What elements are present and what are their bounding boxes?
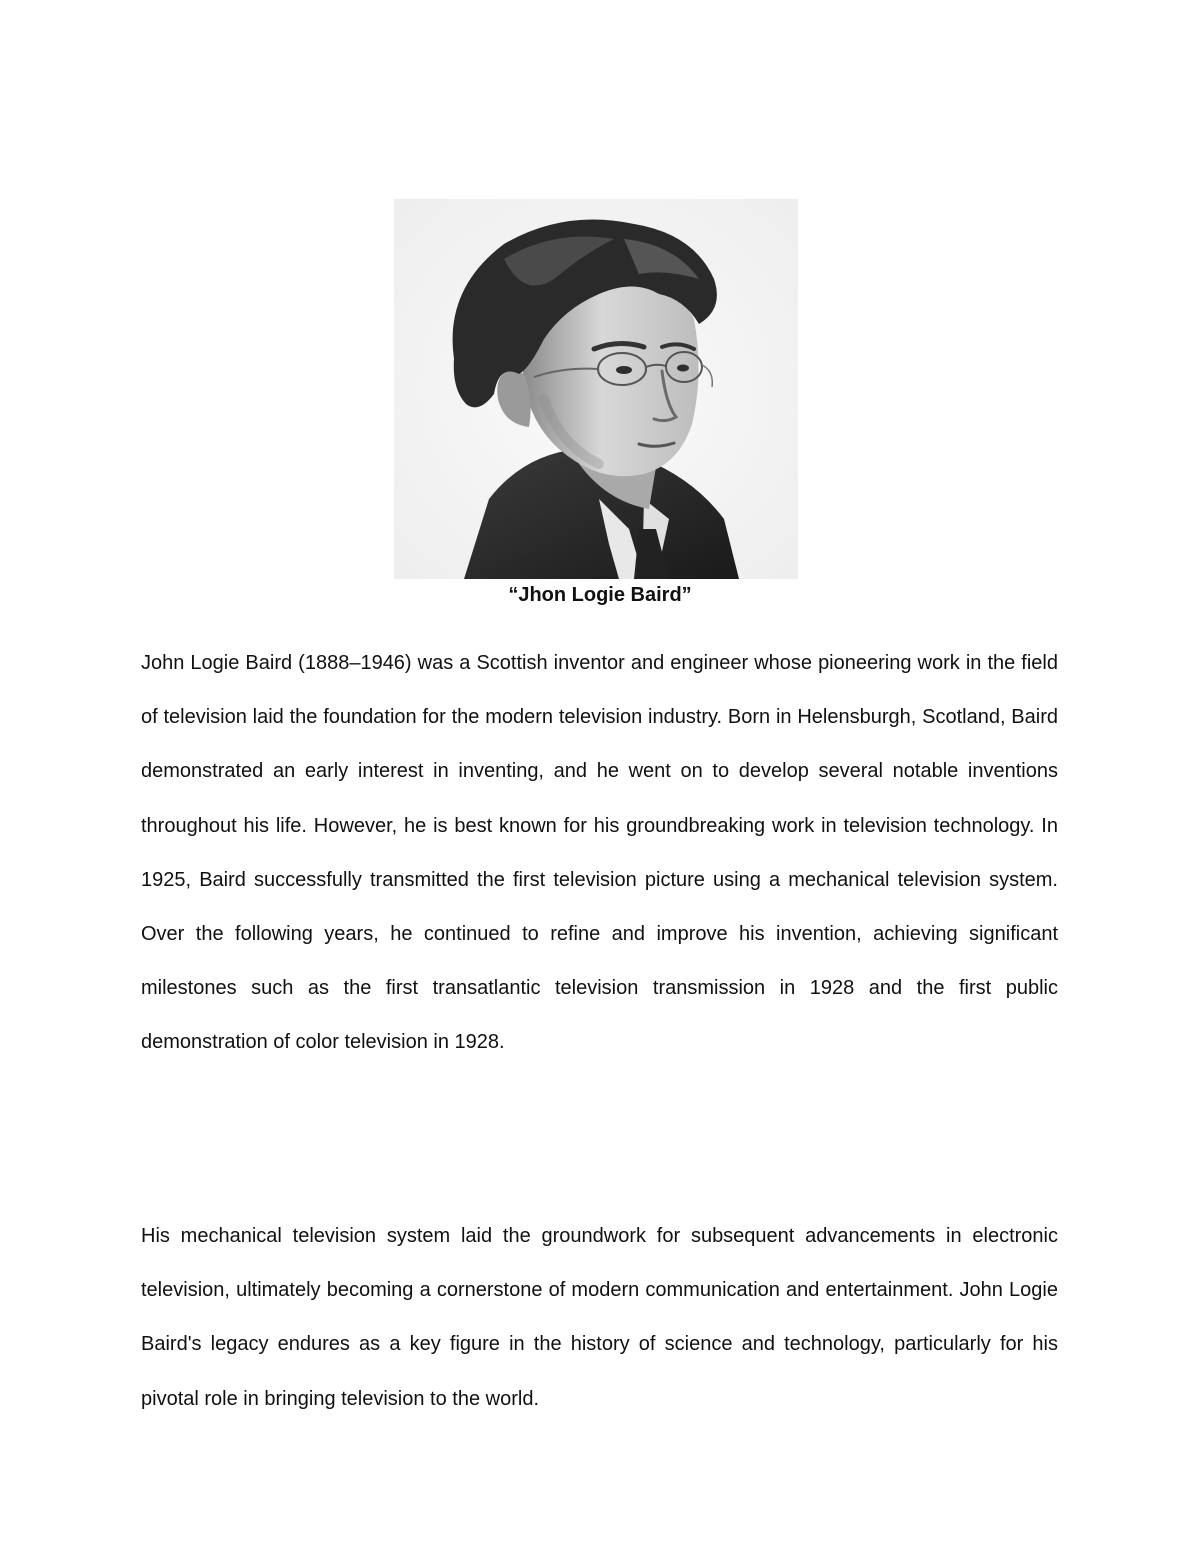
portrait-photo: [394, 199, 798, 579]
body-paragraph-2: His mechanical television system laid the groundwork for subsequent advancements in electronic television, ultimately becoming a cornerstone of modern communication and entertainment. John Logie Baird's legacy endures as a key figure in the history of science and technology, particularly for his pivotal role in bringing television to the world.: [141, 1225, 1058, 1410]
portrait-caption: “Jhon Logie Baird”: [508, 584, 692, 606]
body-paragraph-1: John Logie Baird (1888–1946) was a Scottish inventor and engineer whose pioneering work in the field of television laid the foundation for the modern television industry. Born in Helensburgh, Scotland, Baird demonstrated an early interest in inventing, and he went on to develop several notable inventions throughout his life. However, he is best known for his groundbreaking work in television technology. In 1925, Baird successfully transmitted the first television picture using a mechanical television system. Over the following years, he continued to refine and improve his invention, achieving significant milestones such as the first transatlantic television transmission in 1928 and the first public demonstration of color television in 1928.: [141, 652, 1058, 1054]
portrait-illustration: [394, 199, 798, 579]
